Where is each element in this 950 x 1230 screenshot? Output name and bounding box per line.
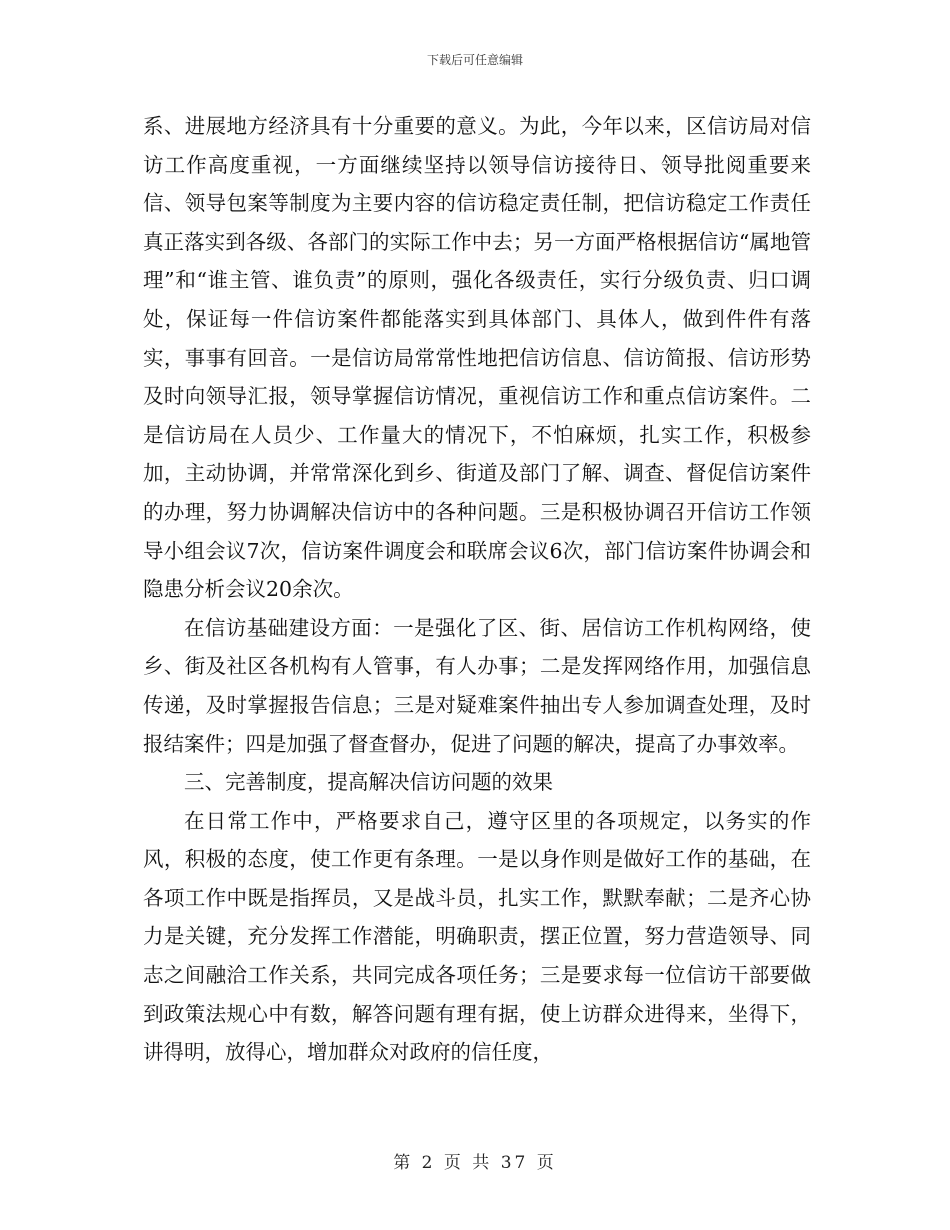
page-header-note: 下载后可任意编辑 <box>426 53 523 67</box>
body-paragraph-daily-work: 在日常工作中，严格要求自己，遵守区里的各项规定，以务实的作风，积极的态度，使工作更有条理。一是以身作则是做好工作的基础，在各项工作中既是指挥员，又是战斗员，扎实工作，默默奉献；二是齐心协力是关键，充分发挥工作潜能，明确职责，摆正位置，努力营造领导、同志之间融洽工作关系，共同完成各项任务；三是要求每一位信访干部要做到政策法规心中有数，解答问题有理有据，使上访群众进得来，坐得下，讲得明，放得心，增加群众对政府的信任度， <box>143 808 811 1065</box>
body-paragraph-continued: 系、进展地方经济具有十分重要的意义。为此，今年以来，区信访局对信访工作高度重视，一方面继续坚持以领导信访接待日、领导批阅重要来信、领导包案等制度为主要内容的信访稳定责任制，把信访稳定工作责任真正落实到各级、各部门的实际工作中去；另一方面严格根据信访“属地管理”和“谁主管、谁负责”的原则，强化各级责任，实行分级负责、归口调处，保证每一件信访案件都能落实到具体部门、具体人，做到件件有落实，事事有回音。一是信访局常常性地把信访信息、信访简报、信访形势及时向领导汇报，领导掌握信访情况，重视信访工作和重点信访案件。二是信访局在人员少、工作量大的情况下，不怕麻烦，扎实工作，积极参加，主动协调，并常常深化到乡、街道及部门了解、调查、督促信访案件的办理，努力协调解决信访中的各种问题。三是积极协调召开信访工作领导小组会议7次，信访案件调度会和联席会议6次，部门信访案件协调会和隐患分析会议20余次。 <box>143 114 811 602</box>
document-body <box>143 107 811 1072</box>
page-number-footer: 第 2 页 共 37 页 <box>393 1153 557 1173</box>
section-heading: 三、完善制度，提高解决信访问题的效果 <box>184 770 553 795</box>
body-paragraph-infrastructure: 在信访基础建设方面：一是强化了区、街、居信访工作机构网络，使乡、街及社区各机构有人管事，有人办事；二是发挥网络作用，加强信息传递，及时掌握报告信息；三是对疑难案件抽出专人参加调查处理，及时报结案件；四是加强了督查督办，促进了问题的解决，提高了办事效率。 <box>143 615 811 756</box>
